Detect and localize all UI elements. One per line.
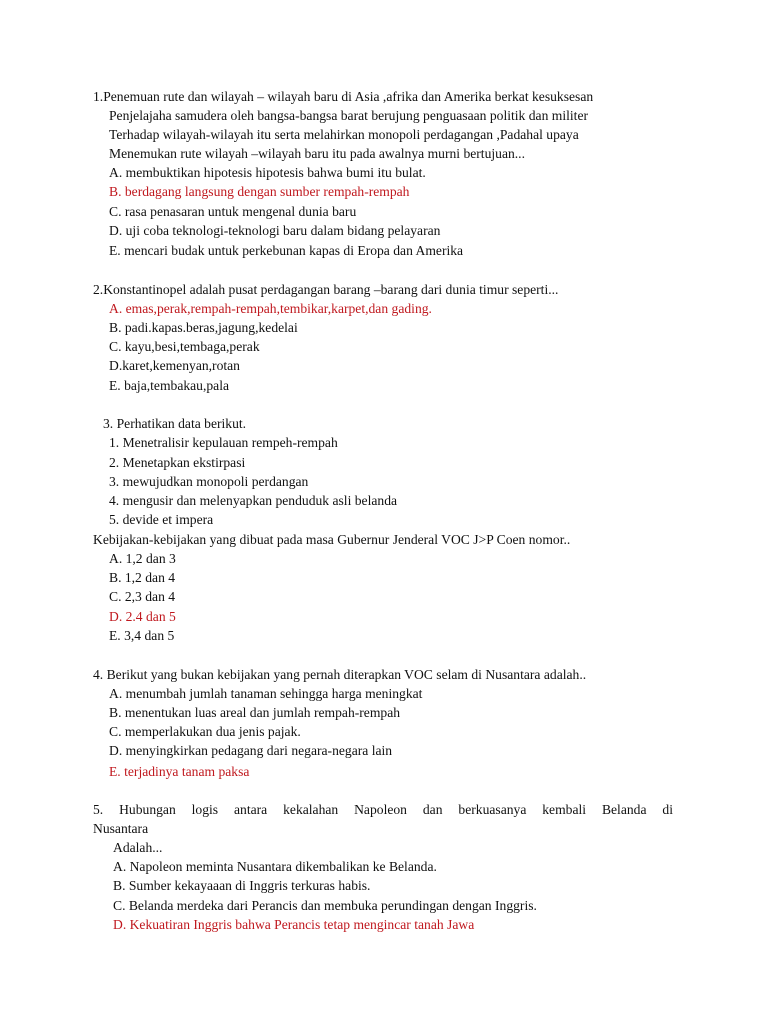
q4-option-d: D. menyingkirkan pedagang dari negara-negara lain	[109, 743, 393, 758]
q3-item-5: 5. devide et impera	[109, 512, 214, 527]
q5-option-c: C. Belanda merdeka dari Perancis dan membuka perundingan dengan Inggris.	[113, 898, 537, 913]
q1-option-d: D. uji coba teknologi-teknologi baru dalam bidang pelayaran	[109, 223, 441, 238]
q1-option-e: E. mencari budak untuk perkebunan kapas di Eropa dan Amerika	[109, 243, 464, 258]
q2-option-d: D.karet,kemenyan,rotan	[109, 358, 240, 373]
q1-stem-line-1: 1.Penemuan rute dan wilayah – wilayah baru di Asia ,afrika dan Amerika berkat kesuksesan	[93, 89, 594, 104]
q4-option-a: A. menumbah jumlah tanaman sehingga harga meningkat	[109, 686, 423, 701]
q5-option-b: B. Sumber kekayaaan di Inggris terkuras habis.	[113, 878, 371, 893]
q4-option-e-answer: E. terjadinya tanam paksa	[109, 764, 250, 779]
q3-option-b: B. 1,2 dan 4	[109, 570, 176, 585]
q4-option-b: B. menentukan luas areal dan jumlah rempah-rempah	[109, 705, 401, 720]
q3-option-e: E. 3,4 dan 5	[109, 628, 175, 643]
q5-stem-line-2: Nusantara	[93, 821, 149, 836]
q2-option-e: E. baja,tembakau,pala	[109, 378, 230, 393]
q3-option-c: C. 2,3 dan 4	[109, 589, 176, 604]
q3-option-d-answer: D. 2.4 dan 5	[109, 609, 176, 624]
q3-item-4: 4. mengusir dan melenyapkan penduduk asli belanda	[109, 493, 398, 508]
q5-stem-line-3: Adalah...	[113, 840, 163, 855]
q3-option-a: A. 1,2 dan 3	[109, 551, 176, 566]
q4-stem: 4. Berikut yang bukan kebijakan yang pernah diterapkan VOC selam di Nusantara adalah..	[93, 667, 587, 682]
q2-option-c: C. kayu,besi,tembaga,perak	[109, 339, 260, 354]
q2-stem: 2.Konstantinopel adalah pusat perdagangan barang –barang dari dunia timur seperti...	[93, 282, 559, 297]
q1-option-b-answer: B. berdagang langsung dengan sumber rempah-rempah	[109, 184, 410, 199]
q1-option-c: C. rasa penasaran untuk mengenal dunia baru	[109, 204, 357, 219]
q2-option-a-answer: A. emas,perak,rempah-rempah,tembikar,karpet,dan gading.	[109, 301, 432, 316]
q3-item-1: 1. Menetralisir kepulauan rempeh-rempah	[109, 435, 338, 450]
q2-option-b: B. padi.kapas.beras,jagung,kedelai	[109, 320, 298, 335]
q1-stem-line-2: Penjelajaha samudera oleh bangsa-bangsa barat berujung penguasaan politik dan militer	[109, 108, 589, 123]
q4-option-c: C. memperlakukan dua jenis pajak.	[109, 724, 301, 739]
q1-stem-line-3: Terhadap wilayah-wilayah itu serta melahirkan monopoli perdagangan ,Padahal upaya	[109, 127, 579, 142]
q3-intro: 3. Perhatikan data berikut.	[103, 416, 247, 431]
q5-option-a: A. Napoleon meminta Nusantara dikembalikan ke Belanda.	[113, 859, 437, 874]
q5-option-d-answer: D. Kekuatiran Inggris bahwa Perancis tetap mengincar tanah Jawa	[113, 917, 475, 932]
q3-item-3: 3. mewujudkan monopoli perdangan	[109, 474, 309, 489]
q3-stem: Kebijakan-kebijakan yang dibuat pada masa Gubernur Jenderal VOC J>P Coen nomor..	[93, 532, 571, 547]
q1-stem-line-4: Menemukan rute wilayah –wilayah baru itu pada awalnya murni bertujuan...	[109, 146, 525, 161]
q3-item-2: 2. Menetapkan ekstirpasi	[109, 455, 246, 470]
q5-stem-line-1: 5. Hubungan logis antara kekalahan Napoleon dan berkuasanya kembali Belanda di	[93, 802, 673, 817]
q1-option-a: A. membuktikan hipotesis hipotesis bahwa bumi itu bulat.	[109, 165, 426, 180]
